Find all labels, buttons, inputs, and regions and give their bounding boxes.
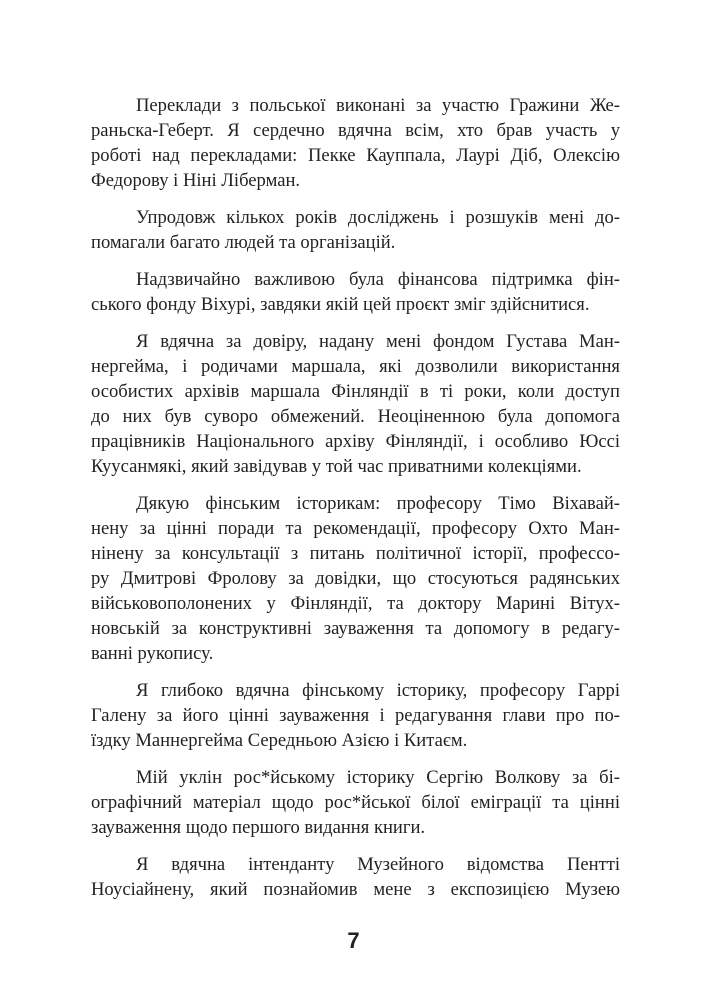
text-line: нінену за консультації з питань політичної історії, профессо- [91,543,620,564]
text-line: раньска-Геберт. Я сердечно вдячна всім, хто брав участь у [91,120,620,141]
text-line: Я вдячна інтенданту Музейного відомства Пентті [136,854,620,875]
text-line: Ноусіайнену, який познайомив мене з експозицією Музею [91,879,620,900]
text-line: ру Дмитрові Фролову за довідки, що стосуються радянських [91,568,620,589]
text-line: Переклади з польської виконані за участю Гражини Же- [136,95,620,116]
text-line: Я вдячна за довіру, надану мені фондом Густава Ман- [136,331,620,352]
body-text [91,93,620,914]
text-line: зауваження щодо першого видання книги. [91,817,426,838]
text-line: до них був суворо обмежений. Неоціненною була допомога [91,406,620,427]
text-line: Галену за його цінні зауваження і редагування глави про по- [91,705,620,726]
text-line: нергейма, і родичами маршала, які дозволили використання [91,356,620,377]
paragraph [91,93,620,193]
text-line: Я глибоко вдячна фінському історику, професору Гаррі [136,680,620,701]
text-line: Надзвичайно важливою була фінансова підтримка фін- [136,269,620,290]
text-line: ографічний матеріал щодо рос*йської білої еміграції та цінні [91,792,620,813]
text-line: нену за цінні поради та рекомендації, професору Охто Ман- [91,518,620,539]
text-line: помагали багато людей та організацій. [91,232,396,253]
text-line: Дякую фінським історикам: професору Тімо Віхавай- [136,493,620,514]
text-line: Упродовж кількох років досліджень і розшуків мені до- [136,207,620,228]
paragraph [91,678,620,753]
text-line: військовополонених у Фінляндії, та доктору Марині Вітух- [91,593,620,614]
paragraph [91,205,620,255]
paragraph [91,491,620,666]
paragraph [91,329,620,479]
page-number: 7 [347,928,360,953]
paragraph [91,267,620,317]
text-line: працівників Національного архіву Фінляндії, і особливо Юссі [91,431,620,452]
text-line: ванні рукопису. [91,643,214,664]
text-line: Мій уклін рос*йському історику Сергію Волкову за бі- [136,767,620,788]
text-line: Федорову і Ніні Ліберман. [91,170,301,191]
text-line: роботі над перекладами: Пекке Кауппала, Лаурі Діб, Олексію [91,145,620,166]
text-line: особистих архівів маршала Фінляндії в ті роки, коли доступ [91,381,620,402]
text-line: ського фонду Віхурі, завдяки якій цей проєкт зміг здійснитися. [91,294,590,315]
text-line: Куусанмякі, який завідував у той час приватними колекціями. [91,456,582,477]
paragraph [91,765,620,840]
text-line: їздку Маннергейма Середньою Азією і Китаєм. [91,730,468,751]
paragraph [91,852,620,902]
text-line: новській за конструктивні зауваження та допомогу в редагу- [91,618,620,639]
